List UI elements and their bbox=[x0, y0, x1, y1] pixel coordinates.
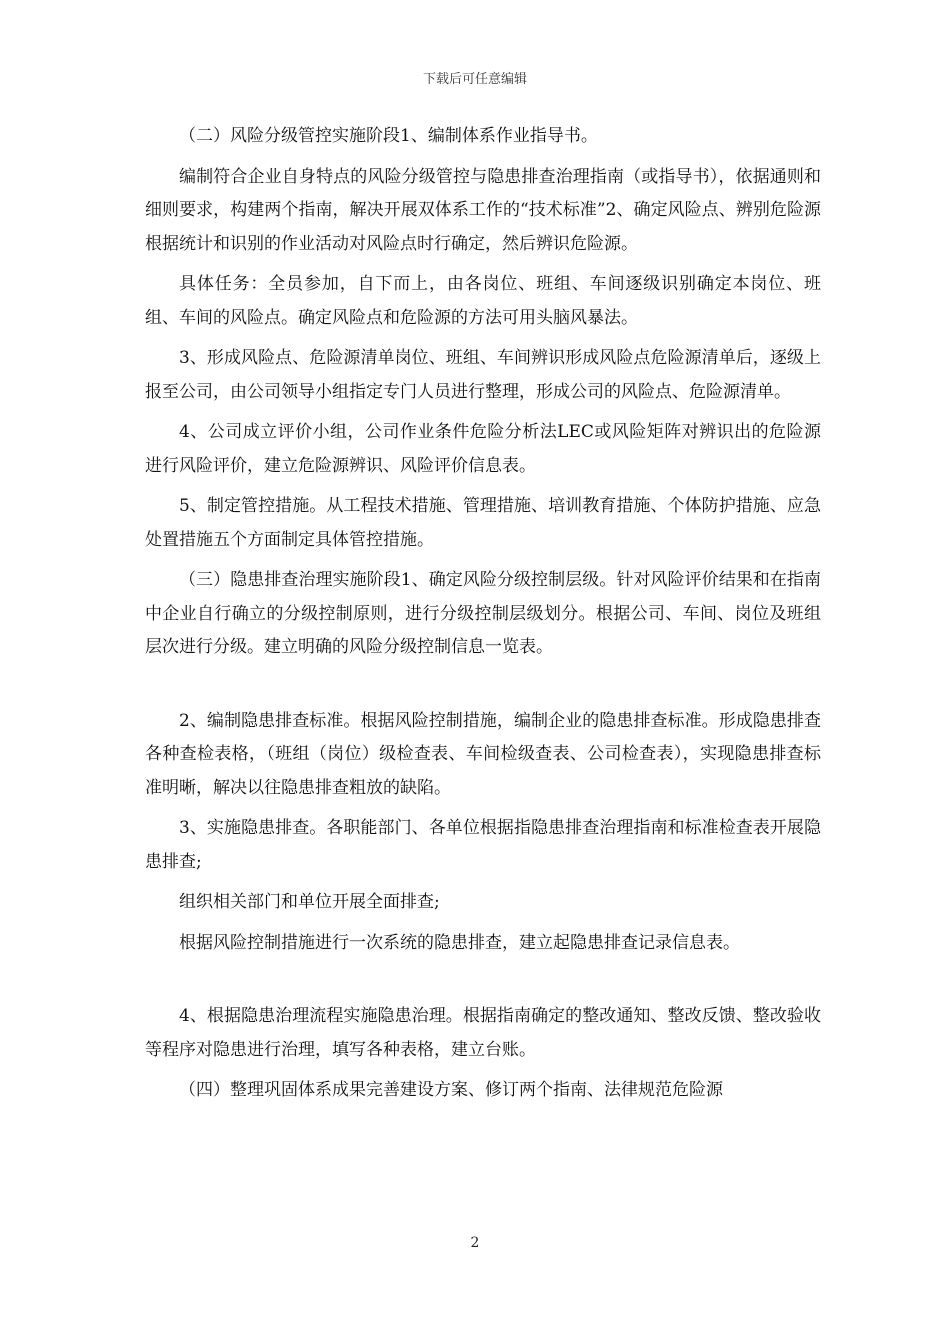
page-header: 下载后可任意编辑 bbox=[422, 72, 527, 87]
paragraph-12: 4、根据隐患治理流程实施隐患治理。根据指南确定的整改通知、整改反馈、整改验收等程序对隐患进行治理，填写各种表格，建立台账。 bbox=[145, 1006, 821, 1060]
paragraph-13: （四）整理巩固体系成果完善建设方案、修订两个指南、法律规范危险源 bbox=[179, 1080, 723, 1100]
paragraph-3: 具体任务：全员参加，自下而上，由各岗位、班组、车间逐级识别确定本岗位、班组、车间的风险点。确定风险点和危险源的方法可用头脑风暴法。 bbox=[145, 274, 821, 328]
paragraph-11: 根据风险控制措施进行一次系统的隐患排查，建立起隐患排查记录信息表。 bbox=[179, 932, 740, 953]
paragraph-1: （二）风险分级管控实施阶段1、编制体系作业指导书。 bbox=[179, 126, 598, 146]
paragraph-7: （三）隐患排查治理实施阶段1、确定风险分级控制层级。针对风险评价结果和在指南中企业自行确立的分级控制原则，进行分级控制层级划分。根据公司、车间、岗位及班组层次进行分级。建立明确的风险分级控制信息一览表。 bbox=[145, 570, 821, 657]
document-body bbox=[145, 120, 821, 1115]
paragraph-8: 2、编制隐患排查标准。根据风险控制措施，编制企业的隐患排查标准。形成隐患排查各种查检表格，（班组（岗位）级检查表、车间检级查表、公司检查表），实现隐患排查标准明晰，解决以往隐患排查粗放的缺陷。 bbox=[145, 710, 821, 798]
paragraph-4: 3、形成风险点、危险源清单岗位、班组、车间辨识形成风险点危险源清单后，逐级上报至公司，由公司领导小组指定专门人员进行整理，形成公司的风险点、危险源清单。 bbox=[145, 348, 821, 402]
paragraph-2: 编制符合企业自身特点的风险分级管控与隐患排查治理指南（或指导书），依据通则和细则要求，构建两个指南，解决开展双体系工作的“技术标准”2、确定风险点、辨别危险源根据统计和识别的作业活动对风险点时行确定，然后辨识危险源。 bbox=[145, 166, 821, 254]
paragraph-5: 4、公司成立评价小组，公司作业条件危险分析法LEC或风险矩阵对辨识出的危险源进行风险评价，建立危险源辨识、风险评价信息表。 bbox=[145, 422, 821, 476]
paragraph-6: 5、制定管控措施。从工程技术措施、管理措施、培训教育措施、个体防护措施、应急处置措施五个方面制定具体管控措施。 bbox=[145, 496, 821, 550]
paragraph-9: 3、实施隐患排查。各职能部门、各单位根据指隐患排查治理指南和标准检查表开展隐患排查; bbox=[145, 818, 821, 872]
page-number: 2 bbox=[470, 1235, 480, 1251]
paragraph-10: 组织相关部门和单位开展全面排查; bbox=[179, 892, 440, 912]
